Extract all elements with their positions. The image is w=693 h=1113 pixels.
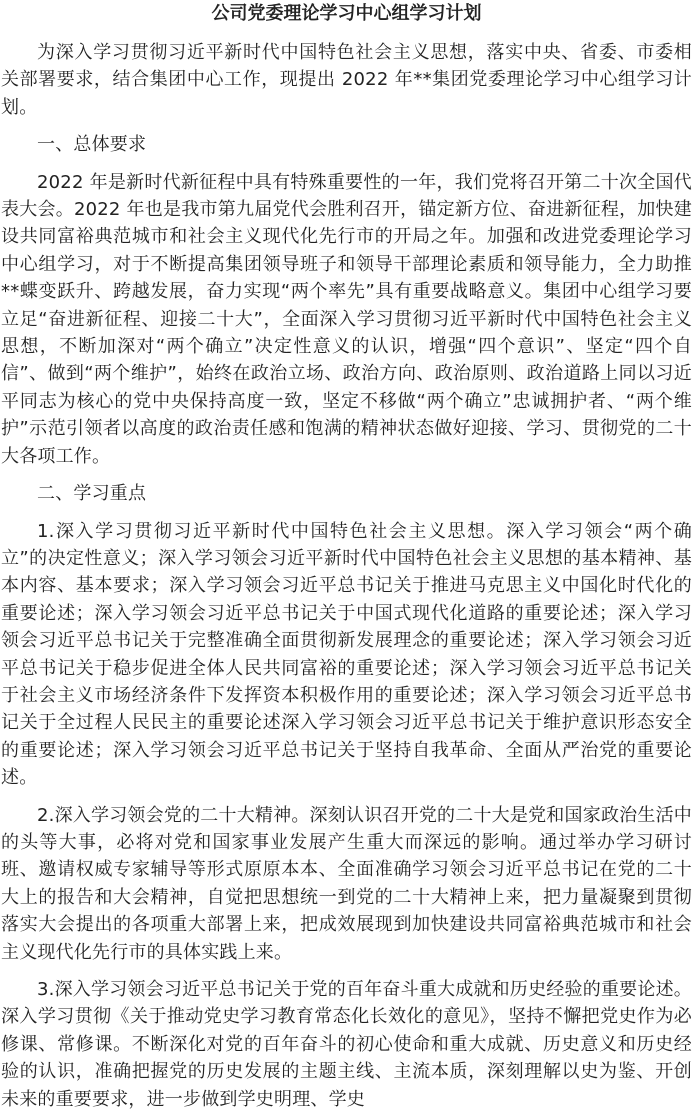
document-title: 公司党委理论学习中心组学习计划 (211, 3, 482, 24)
study-focus-item-3: 3.深入学习领会习近平总书记关于党的百年奋斗重大成就和历史经验的重要论述。深入学习贯彻《关于推动党史学习教育常态化长效化的意见》，坚持不懈把党史作为必修课、常修课。不断深化对党的百年奋斗的初心使命和重大成就、历史意义和历史经验的认识，准确把握党的历史发展的主题主线、主流本质，深刻理解以史为鉴、开创未来的重要要求，进一步做到学史明理、学史 (1, 979, 692, 1110)
section-heading-study-focus: 二、学习重点 (37, 483, 147, 505)
study-focus-item-1: 1.深入学习贯彻习近平新时代中国特色社会主义思想。深入学习领会“两个确立”的决定性意义；深入学习领会习近平新时代中国特色社会主义思想的基本精神、基本内容、基本要求；深入学习领会习近平总书记关于推进马克思主义中国化时代化的重要论述；深入学习领会习近平总书记关于中国式现代化道路的重要论述；深入学习领会习近平总书记关于完整准确全面贯彻新发展理念的重要论述；深入学习领会习近平总书记关于稳步促进全体人民共同富裕的重要论述；深入学习领会习近平总书记关于社会主义市场经济条件下发挥资本积极作用的重要论述；深入学习领会习近平总书记关于全过程人民民主的重要论述深入学习领会习近平总书记关于维护意识形态安全的重要论述；深入学习领会习近平总书记关于坚持自我革命、全面从严治党的重要论述。 (1, 520, 692, 789)
general-requirements-paragraph: 2022 年是新时代新征程中具有特殊重要性的一年，我们党将召开第二十次全国代表大会。2022 年也是我市第九届党代会胜利召开，锚定新方位、奋进新征程，加快建设共同富裕典范城市和社会主义现代化先行市的开局之年。加强和改进党委理论学习中心组学习，对于不断提高集团领导班子和领导干部理论素质和领导能力，全力助推**蝶变跃升、跨越发展，奋力实现“两个率先”具有重要战略意义。集团中心组学习要立足“奋进新征程、迎接二十大”，全面深入学习贯彻习近平新时代中国特色社会主义思想，不断加深对“两个确立”决定性意义的认识，增强“四个意识”、坚定“四个自信”、做到“两个维护”，始终在政治立场、政治方向、政治原则、政治道路上同以习近平同志为核心的党中央保持高度一致，坚定不移做“两个确立”忠诚拥护者、“两个维护”示范引领者以高度的政治责任感和饱满的精神状态做好迎接、学习、贯彻党的二十大各项工作。 (1, 171, 692, 467)
section-heading-general-requirements: 一、总体要求 (37, 134, 147, 156)
intro-paragraph: 为深入学习贯彻习近平新时代中国特色社会主义思想，落实中央、省委、市委相关部署要求，结合集团中心工作，现提出 2022 年**集团党委理论学习中心组学习计划。 (1, 42, 692, 118)
study-focus-item-2: 2.深入学习领会党的二十大精神。深刻认识召开党的二十大是党和国家政治生活中的头等大事，必将对党和国家事业发展产生重大而深远的影响。通过举办学习研讨班、邀请权威专家辅导等形式原原本本、全面准确学习领会习近平总书记在党的二十大上的报告和大会精神，自觉把思想统一到党的二十大精神上来，把力量凝聚到贯彻落实大会提出的各项重大部署上来，把成效展现到加快建设共同富裕典范城市和社会主义现代化先行市的具体实践上来。 (1, 804, 692, 963)
